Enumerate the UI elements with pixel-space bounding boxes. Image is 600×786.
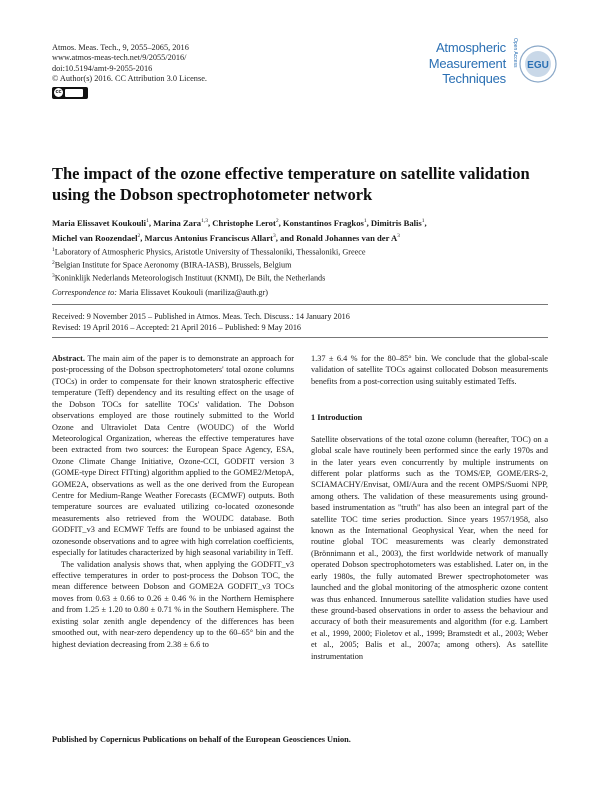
egu-text: EGU	[527, 60, 549, 71]
journal-logo	[398, 36, 558, 94]
divider-top	[52, 304, 548, 305]
author-6: Michel van Roozendael$^2$,	[52, 232, 145, 243]
open-access-label: Open Access	[512, 38, 518, 68]
egu-logo-icon	[518, 44, 558, 84]
affiliation-list	[52, 245, 552, 284]
section-heading-introduction: 1 Introduction	[311, 413, 363, 423]
publisher-footer: Published by Copernicus Publications on behalf of the European Geosciences Union.	[52, 735, 351, 744]
author-list	[52, 215, 552, 245]
abstract-column	[52, 353, 294, 650]
affiliation-3: $^3$Koninklijk Nederlands Meteorologisch Instituut (KNMI), De Bilt, the Netherlands	[52, 273, 326, 283]
article-metadata	[52, 43, 207, 99]
abstract-label: Abstract.	[52, 354, 85, 363]
paper-title: The impact of the ozone effective temperature on satellite validation using the Dobson spectrophotometer network	[52, 164, 530, 204]
author-1: Maria Elissavet Koukouli$^1$,	[52, 217, 154, 228]
author-8: Ronald Johannes van der $A^3$	[296, 232, 400, 243]
cc-by-icon	[65, 89, 83, 97]
author-2: Marina Zara$^{1,3}$,	[153, 217, 213, 228]
citation-line: Atmos. Meas. Tech., 9, 2055–2065, 2016	[52, 43, 189, 52]
divider-bottom	[52, 337, 548, 338]
author-7: Marcus Antonius Franciscus Allart$^3$, and	[144, 232, 297, 243]
author-3: Christophe Lerot$^2$,	[212, 217, 283, 228]
author-5: Dimitris Balis$^1$,	[370, 217, 427, 228]
journal-name-line2: Measurement	[428, 55, 506, 71]
correspondence	[52, 288, 268, 297]
affiliation-2: $^2$Belgian Institute for Space Aeronomy (BIRA-IASB), Brussels, Belgium	[52, 260, 292, 270]
author-4: Konstantinos Fragkos$^1$,	[282, 217, 371, 228]
doi-line[interactable]: doi:10.5194/amt-9-2055-2016	[52, 63, 153, 73]
abstract-paragraph-3: 1.37 ± 6.4 % for the 80–85° bin. We conclude that the global-scale validation of satellite TOCs against collocated Dobson measurements benefits from a post-correction using suitably estimated Teffs.	[311, 354, 548, 386]
correspondence-label: Correspondence to:	[52, 288, 117, 297]
cc-logo-icon: cc	[55, 89, 62, 96]
abstract-paragraph-2: The validation analysis shows that, when applying the GODFIT_v3 effective temperatures in order to post-process the Dobson TOC, the mean difference between Dobson and GOME2A GODFIT_v3 TOCs moves from 0.63 ± 0.66 to 0.26 ± 0.46 % in the Northern Hemisphere and from 1.25 ± 1.20 to 0.80 ± 0.71 % in the Southern Hemisphere. The existing solar zenith angle dependency of the differences has been smoothed out, with near-zero dependency up to the 60–65° bin and the highest deviation decreasing from 2.38 ± 6.6 to	[52, 559, 294, 649]
introduction-column	[311, 353, 548, 662]
correspondence-contact[interactable]: Maria Elissavet Koukouli (mariliza@auth.gr)	[116, 288, 268, 297]
journal-name-line1: Atmospheric	[435, 40, 506, 55]
cc-license-badge[interactable]	[52, 87, 88, 99]
dates-line-2: Revised: 19 April 2016 – Accepted: 21 April 2016 – Published: 9 May 2016	[52, 323, 302, 333]
dates-line-1: Received: 9 November 2015 – Published in Atmos. Meas. Tech. Discuss.: 14 January 2016	[52, 312, 350, 321]
journal-name-line3: Techniques	[442, 71, 506, 86]
affiliation-1: $^1$Laboratory of Atmospheric Physics, Aristotle University of Thessaloniki, Thessaloniki, Greece	[52, 247, 366, 257]
introduction-paragraph-1: Satellite observations of the total ozone column (hereafter, TOC) on a global scale have routinely been performed since the early 1970s and in the later years even concurrently by multiple instruments on different polar platforms such as the TOMS/EP, GOME/ERS-2, SCIAMACHY/Envisat, OMI/Aura and the recent OMPS/Suomi NPP, among others. The validation of these measurements using ground-based instrumentation as "truth" has also been an integral part of the satellite TOC time series production. Since years 1957/1958, also known as the International Geophysical Year, when the need for routine global TOC measurements was clearly demonstrated (Brönnimann et al., 2003), the first worldwide network of manually operated Dobson spectrophotometers was established. Later on, in the early 1980s, the fully automated Brewer spectrophotometer was launched and the global monitoring of the atmospheric ozone content was thus enhanced. Innumerous satellite validation studies have used these ground-based observations in order to assess the behaviour and accuracy of both their measurements and algorithm (for e.g. Lambert et al., 1999, 2000; Fioletov et al., 1999; Bramstedt et al., 2003; Weber et al., 2005; Balis et al., 2007a; among others). As satellite instrumentation	[311, 434, 548, 661]
abstract-paragraph-1: Abstract. The main aim of the paper is to demonstrate an approach for post-processing of the Dobson spectrophotometers' total ozone columns (TOCs) in order to compensate for their known stratospheric effective temperature (Teff) dependency and its resulting effect on the usage of the Dobson TOCs for satellite TOCs' validation. The Dobson observations employed are those routinely submitted to the World Ozone and Ultraviolet Data Centre (WOUDC) of the World Meteorological Organization, whereas the effective temperatures have been extracted from two sources: the European Space Agency, ESA, Ozone Climate Change Initiative, Ozone-CCI, GODFIT version 3 (GOME-type Direct FITting) algorithm applied to the GOME2/MetopA, GOME2A, observations as well as the one derived from the European Centre for Medium-Range Weather Forecasts (ECMWF) outputs. Both temperature sources are evaluated utilizing co-located ozonesonde measurements also retrieved from the WOUDC database. Both GODFIT_v3 and ECMWF Teffs are found to be unbiased against the ozonesonde observations and to agree with high correlation coefficients, especially for latitudes characterized by high seasonal variability in Teff.	[52, 354, 294, 558]
article-url[interactable]: www.atmos-meas-tech.net/9/2055/2016/	[52, 53, 187, 63]
copyright-line: © Author(s) 2016. CC Attribution 3.0 License.	[52, 74, 207, 84]
journal-name	[429, 40, 506, 87]
publication-dates	[52, 311, 350, 334]
